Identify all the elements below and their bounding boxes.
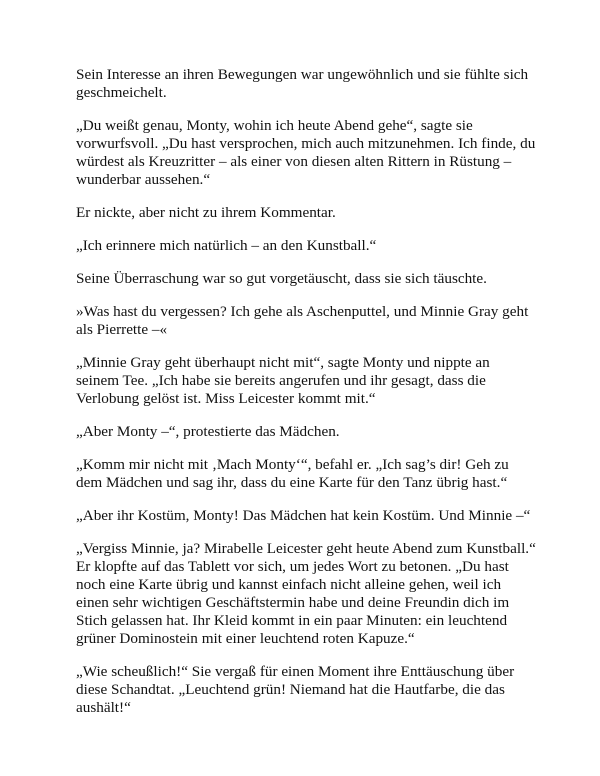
paragraph-11: „Vergiss Minnie, ja? Mirabelle Leicester geht heute Abend zum Kunstball.“ Er klopfte auf das Tablett vor sich, um jedes Wort zu betonen. „Du hast noch eine Karte übrig und kannst einfach nicht alleine gehen, weil ich einen sehr wichtigen Geschäftstermin habe und deine Freundin dich im Stich gelassen hat. Ihr Kleid kommt in ein paar Minuten: ein leuchtend grüner Dominostein mit einer leuchtend roten Kapuze.“ [76,540,536,647]
paragraph-1: Sein Interesse an ihren Bewegungen war ungewöhnlich und sie fühlte sich geschmeichelt. [76,66,529,101]
document-page [76,66,536,732]
paragraph-4: „Ich erinnere mich natürlich – an den Kunstball.“ [76,237,377,254]
paragraph-6: »Was hast du vergessen? Ich gehe als Aschenputtel, und Minnie Gray geht als Pierrette –« [76,303,529,338]
paragraph-3: Er nickte, aber nicht zu ihrem Kommentar. [76,204,336,221]
paragraph-7: „Minnie Gray geht überhaupt nicht mit“, sagte Monty und nippte an seinem Tee. „Ich habe sie bereits angerufen und ihr gesagt, dass die Verlobung gelöst ist. Miss Leicester kommt mit.“ [76,354,490,407]
paragraph-10: „Aber ihr Kostüm, Monty! Das Mädchen hat kein Kostüm. Und Minnie –“ [76,507,531,524]
paragraph-9: „Komm mir nicht mit ‚Mach Monty‘“, befahl er. „Ich sag’s dir! Geh zu dem Mädchen und sag ihr, dass du eine Karte für den Tanz übrig hast.“ [76,456,509,491]
paragraph-5: Seine Überraschung war so gut vorgetäuscht, dass sie sich täuschte. [76,270,487,287]
paragraph-8: „Aber Monty –“, protestierte das Mädchen. [76,423,340,440]
paragraph-2: „Du weißt genau, Monty, wohin ich heute Abend gehe“, sagte sie vorwurfsvoll. „Du hast versprochen, mich auch mitzunehmen. Ich finde, du würdest als Kreuzritter – als einer von diesen alten Rittern in Rüstung – wunderbar aussehen.“ [76,117,536,188]
paragraph-12: „Wie scheußlich!“ Sie vergaß für einen Moment ihre Enttäuschung über diese Schandtat. „Leuchtend grün! Niemand hat die Hautfarbe, die das aushält!“ [76,663,515,716]
